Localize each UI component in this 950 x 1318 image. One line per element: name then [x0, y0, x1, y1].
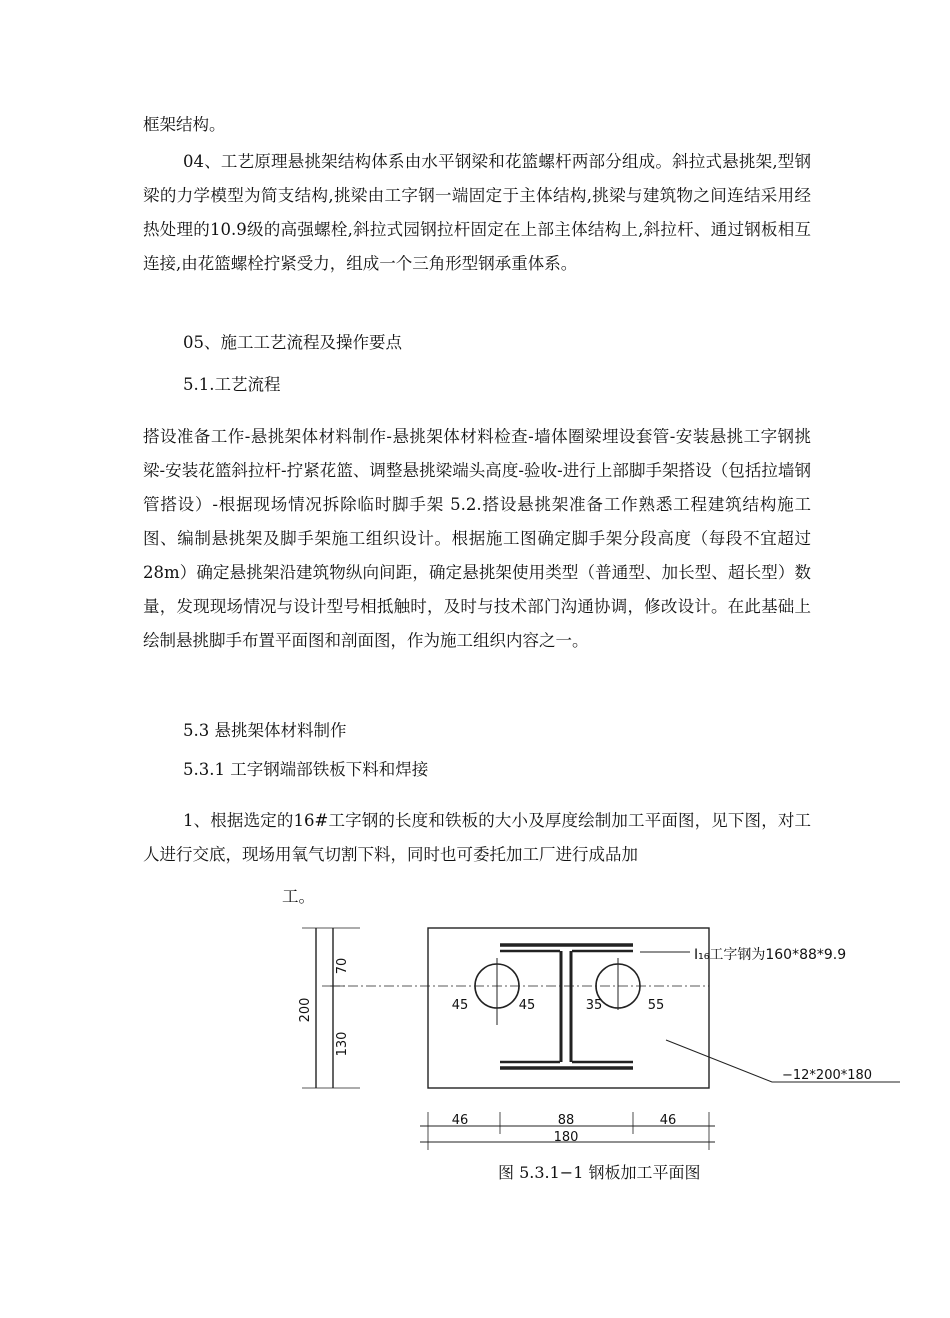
- heading-5-3-1: 5.3.1 工字钢端部铁板下料和焊接: [183, 760, 429, 779]
- figure-caption: 图 5.3.1−1 钢板加工平面图: [498, 1163, 701, 1182]
- heading-5-1: 5.1.工艺流程: [183, 375, 281, 394]
- dim-45-right: 45: [518, 998, 536, 1013]
- dim-35: 35: [585, 998, 603, 1013]
- dim-45-left: 45: [451, 998, 469, 1013]
- ibeam-label: I₁₆工字钢为160*88*9.9: [694, 947, 847, 963]
- dim-130: 130: [335, 1031, 350, 1057]
- dim-180: 180: [553, 1130, 579, 1145]
- plate-label: −12*200*180: [782, 1068, 873, 1083]
- paragraph-0: 框架结构。: [143, 115, 226, 134]
- dim-200: 200: [298, 997, 313, 1023]
- paragraph-step-1: 1、根据选定的16#工字钢的长度和铁板的大小及厚度绘制加工平面图，见下图，对工人进行交底，现场用氧气切割下料，同时也可委托加工厂进行成品加: [143, 811, 811, 864]
- heading-5-3: 5.3 悬挑架体材料制作: [183, 721, 347, 740]
- dim-46-right: 46: [659, 1113, 677, 1128]
- dim-70: 70: [335, 957, 350, 975]
- dim-88: 88: [557, 1113, 575, 1128]
- heading-05: 05、施工工艺流程及操作要点: [183, 333, 402, 352]
- paragraph-process: 搭设准备工作-悬挑架体材料制作-悬挑架体材料检查-墙体圈梁埋设套管-安装悬挑工字钢挑梁-安装花篮斜拉杆-拧紧花篮、调整悬挑梁端头高度-验收-进行上部脚手架搭设（包括拉墙钢管搭设）-根据现场情况拆除临时脚手架 5.2.搭设悬挑架准备工作熟悉工程建筑结构施工图、编制悬挑架及脚手架施工组织设计。根据施工图确定脚手架分段高度（每段不宜超过 28m）确定悬挑架沿建筑物纵向间距，确定悬挑架使用类型（普通型、加长型、超长型）数量，发现现场情况与设计型号相抵触时，及时与技术部门沟通协调，修改设计。在此基础上绘制悬挑脚手布置平面图和剖面图，作为施工组织内容之一。: [143, 427, 811, 650]
- dim-55: 55: [647, 998, 665, 1013]
- dim-46-left: 46: [451, 1113, 469, 1128]
- paragraph-step-1-end: 工。: [282, 887, 315, 906]
- paragraph-principle: 04、工艺原理悬挑架结构体系由水平钢梁和花篮螺杆两部分组成。斜拉式悬挑架,型钢梁的力学模型为简支结构,挑梁由工字钢一端固定于主体结构,挑梁与建筑物之间连结采用经热处理的10.9级的高强螺栓,斜拉式园钢拉杆固定在上部主体结构上,斜拉杆、通过钢板相互连接,由花篮螺栓拧紧受力，组成一个三角形型钢承重体系。: [143, 152, 811, 273]
